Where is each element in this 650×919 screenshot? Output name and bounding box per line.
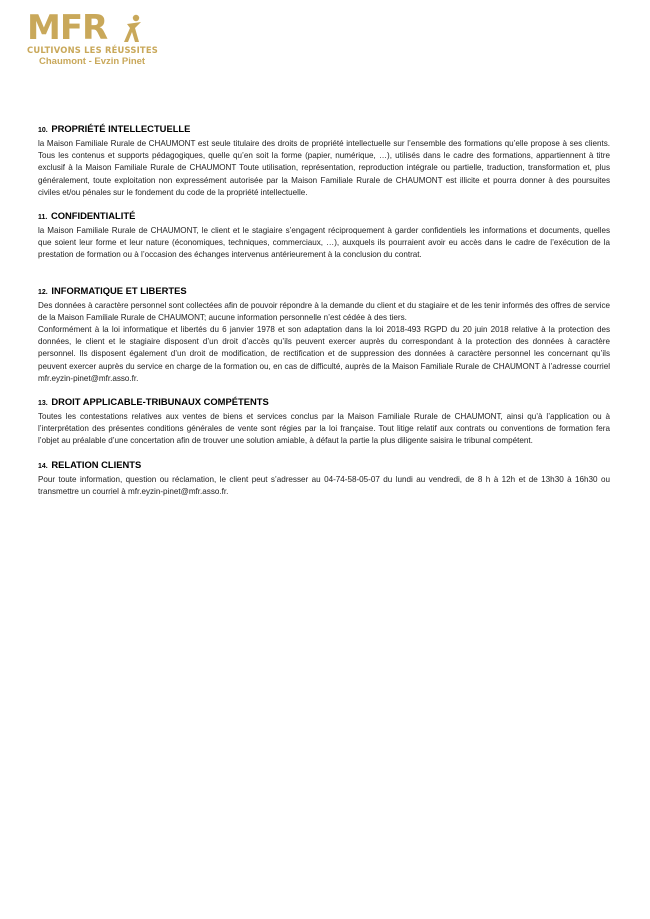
section-heading [38, 284, 610, 299]
document-body [38, 122, 610, 508]
section-relation-clients [38, 458, 610, 498]
logo-location: Chaumont - Evzin Pinet [39, 56, 146, 67]
section-paragraph: Conformément à la loi informatique et libertés du 6 janvier 1978 et son adaptation dans la loi 2018-493 RGPD du 20 juin 2018 relative à la protection des données, le client et le stagiaire disposent d’un droit d’accès qu’ils peuvent exercer auprès du correspondant à la protection des données à caractère personnel. Ils disposent également d’un droit de modification, de rectification et de suppression des données à caractère personnel les concernant qu’ils peuvent exercer auprès du service en charge de la formation ou, en cas de difficulté, auprès de la Maison Familiale Rurale de CHAUMONT à l’adresse courriel mfr.eyzin-pinet@mfr.asso.fr. [38, 325, 610, 383]
section-title: PROPRIÉTÉ INTELLECTUELLE [51, 123, 191, 134]
section-paragraph: Toutes les contestations relatives aux ventes de biens et services conclus par la Maison Familiale Rurale de CHAUMONT, ainsi qu’à l’application ou à l’interprétation des présentes conditions générales de vente sont régies par la loi française. Tout litige relatif aux contrats ou conventions de formation fera l’objet au préalable d’une concertation afin de trouver une solution amiable, à défaut la partie la plus diligente saisira le tribunal compétent. [38, 412, 610, 446]
section-droit-applicable [38, 395, 610, 448]
section-heading [38, 122, 610, 137]
section-number: 13. [38, 400, 48, 408]
section-propriete-intellectuelle [38, 122, 610, 199]
logo-tagline: CULTIVONS LES RÉUSSITES [27, 45, 158, 55]
logo-mark [27, 8, 167, 48]
section-paragraph: Pour toute information, question ou réclamation, le client peut s’adresser au 04-74-58-05-07 du lundi au vendredi, de 8 h à 12h et de 13h30 à 16h30 ou transmettre un courriel à mfr.eyzin-pinet@mfr.asso.fr. [38, 474, 610, 496]
section-paragraph: Des données à caractère personnel sont collectées afin de pouvoir répondre à la demande du client et du stagiaire et de les tenir informés des offres de service de la Maison Familiale Rurale de CHAUMONT; aucune information personnelle n’est cédée à des tiers. [38, 300, 610, 322]
section-number: 12. [38, 288, 48, 296]
section-title: RELATION CLIENTS [51, 458, 142, 470]
section-paragraph: la Maison Familiale Rurale de CHAUMONT est seule titulaire des droits de propriété intellectuelle sur l’ensemble des formations qu’elle propose à ses clients. Tous les contenus et supports pédagogiques, quelle qu’en soit la forme (papier, numérique, …), utilisés dans le cadre des formations, appartiennent à titre exclusif à la Maison Familiale Rurale de CHAUMONT Toute utilisation, représentation, reproduction intégrale ou partielle, traduction, transformation et, plus généralement, toute exploitation non expressément autorisée par la Maison Familiale Rurale de CHAUMONT est illicite et pourra donner à des poursuites civiles et/ou pénales sur le fondement du code de la propriété intellectuelle. [38, 139, 610, 197]
leaf-figure-icon [123, 14, 145, 44]
logo-wordmark: MFR [27, 8, 108, 48]
section-number: 11. [38, 214, 48, 222]
section-title: DROIT APPLICABLE-TRIBUNAUX COMPÉTENTS [51, 396, 269, 408]
section-title: CONFIDENTIALITÉ [50, 210, 136, 222]
section-confidentialite [38, 209, 610, 262]
section-informatique-libertes [38, 284, 610, 385]
section-number: 14. [38, 462, 48, 470]
mfr-logo [27, 8, 167, 67]
section-paragraph: la Maison Familiale Rurale de CHAUMONT, le client et le stagiaire s’engagent réciproquement à garder confidentiels les informations et documents, quelles que soient leur forme et leur nature (économiques, techniques, commerciaux, …), auxquels ils pourraient avoir eu accès dans le cadre de l’exécution de la prestation de formation ou à l’occasion des échanges intervenus antérieurement à la conclusion du contrat. [38, 226, 610, 260]
section-heading [38, 209, 610, 224]
section-heading [38, 458, 610, 473]
section-title: INFORMATIQUE ET LIBERTES [51, 284, 187, 296]
section-number: 10. [38, 127, 48, 134]
section-heading [38, 395, 610, 410]
